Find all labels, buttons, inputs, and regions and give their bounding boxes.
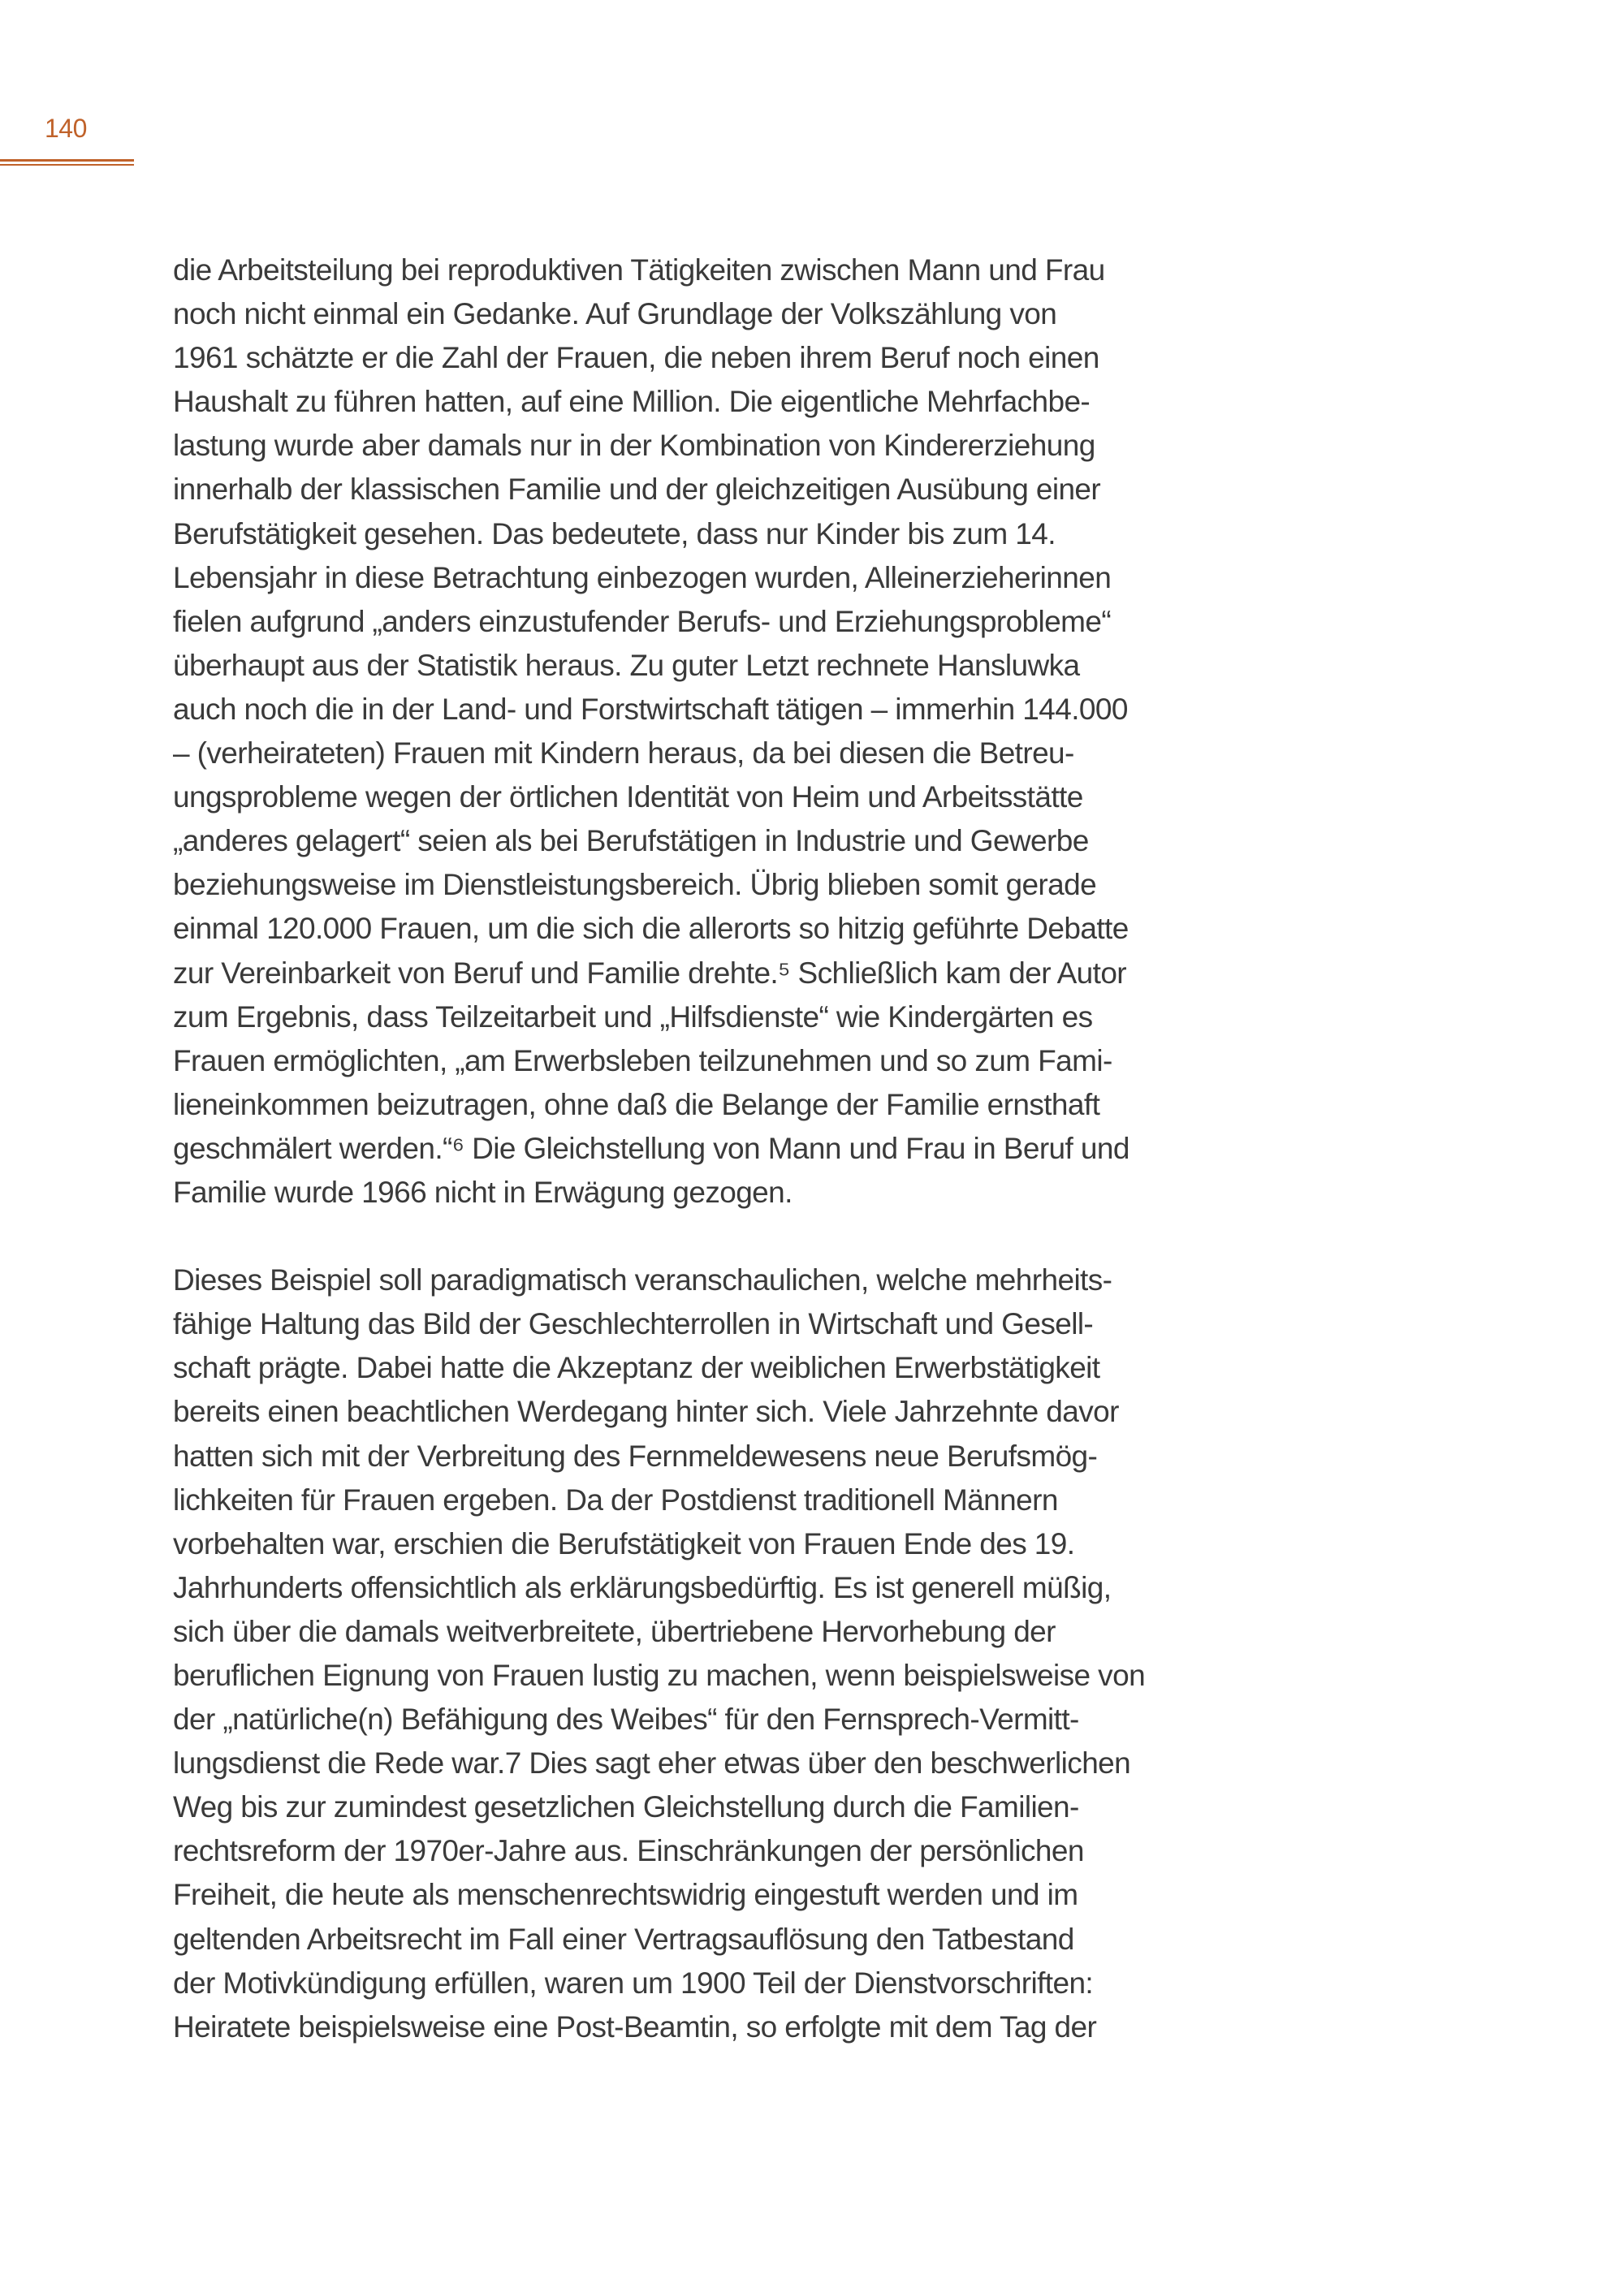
text-line: Berufstätigkeit gesehen. Das bedeutete, dass nur Kinder bis zum 14. [173,516,1056,550]
body-text [173,248,1310,2093]
text-line: lungsdienst die Rede war.7 Dies sagt eher etwas über den beschwerlichen [173,1746,1131,1781]
text-line: vorbehalten war, erschien die Berufstätigkeit von Frauen Ende des 19. [173,1526,1075,1560]
text-line: Frauen ermöglichten, „am Erwerbsleben teilzunehmen und so zum Fami- [173,1043,1112,1077]
text-line: zum Ergebnis, dass Teilzeitarbeit und „Hilfsdienste“ wie Kindergärten es [173,999,1093,1034]
text-line: der Motivkündigung erfüllen, waren um 1900 Teil der Dienstvorschriften: [173,1966,1094,2000]
text-line: lieneinkommen beizutragen, ohne daß die Belange der Familie ernsthaft [173,1087,1100,1121]
text-line: Heiratete beispielsweise eine Post-Beamtin, so erfolgte mit dem Tag der [173,2009,1097,2044]
text-line: 1961 schätzte er die Zahl der Frauen, die neben ihrem Beruf noch einen [173,341,1099,375]
text-line: geschmälert werden.“⁶ Die Gleichstellung von Mann und Frau in Beruf und [173,1131,1129,1165]
text-line: sich über die damals weitverbreitete, übertriebene Hervorhebung der [173,1614,1056,1648]
text-line: Familie wurde 1966 nicht in Erwägung gezogen. [173,1175,793,1209]
header-rule [0,159,134,162]
text-line: fielen aufgrund „anders einzustufender Berufs- und Erziehungsprobleme“ [173,604,1112,638]
text-line: ungsprobleme wegen der örtlichen Identität von Heim und Arbeitsstätte [173,780,1083,814]
text-line: Weg bis zur zumindest gesetzlichen Gleichstellung durch die Familien- [173,1790,1079,1824]
paragraph [173,1258,1310,2049]
text-line: bereits einen beachtlichen Werdegang hinter sich. Viele Jahrzehnte davor [173,1395,1119,1429]
text-line: fähige Haltung das Bild der Geschlechterrollen in Wirtschaft und Gesell- [173,1307,1094,1341]
text-line: Freiheit, die heute als menschenrechtswidrig eingestuft werden und im [173,1878,1078,1912]
text-line: lastung wurde aber damals nur in der Kombination von Kindererziehung [173,429,1095,463]
text-line: die Arbeitsteilung bei reproduktiven Tätigkeiten zwischen Mann und Frau [173,253,1105,287]
text-line: noch nicht einmal ein Gedanke. Auf Grundlage der Volkszählung von [173,297,1057,331]
text-line: der „natürliche(n) Befähigung des Weibes“ für den Fernsprech-Vermitt- [173,1703,1079,1737]
text-line: beziehungsweise im Dienstleistungsbereich. Übrig blieben somit gerade [173,868,1097,902]
header-rule-secondary [0,164,134,166]
text-line: innerhalb der klassischen Familie und der gleichzeitigen Ausübung einer [173,473,1101,507]
text-line: Dieses Beispiel soll paradigmatisch veranschaulichen, welche mehrheits- [173,1263,1112,1297]
text-line: Jahrhunderts offensichtlich als erklärungsbedürftig. Es ist generell müßig, [173,1570,1112,1604]
text-line: lichkeiten für Frauen ergeben. Da der Postdienst traditionell Männern [173,1483,1058,1517]
text-line: überhaupt aus der Statistik heraus. Zu guter Letzt rechnete Hansluwka [173,648,1080,682]
text-line: – (verheirateten) Frauen mit Kindern heraus, da bei diesen die Betreu- [173,736,1074,770]
page-number: 140 [45,114,87,143]
text-line: beruflichen Eignung von Frauen lustig zu machen, wenn beispielsweise von [173,1659,1146,1692]
text-line: rechtsreform der 1970er-Jahre aus. Einschränkungen der persönlichen [173,1834,1084,1868]
text-line: einmal 120.000 Frauen, um die sich die allerorts so hitzig geführte Debatte [173,912,1129,946]
text-line: hatten sich mit der Verbreitung des Fernmeldewesens neue Berufsmög- [173,1439,1098,1473]
text-line: „anderes gelagert“ seien als bei Berufstätigen in Industrie und Gewerbe [173,824,1089,858]
text-line: schaft prägte. Dabei hatte die Akzeptanz der weiblichen Erwerbstätigkeit [173,1351,1100,1385]
text-line: auch noch die in der Land- und Forstwirtschaft tätigen – immerhin 144.000 [173,692,1128,726]
text-line: zur Vereinbarkeit von Beruf und Familie drehte.⁵ Schließlich kam der Autor [173,956,1127,990]
text-line: Haushalt zu führen hatten, auf eine Million. Die eigentliche Mehrfachbe- [173,385,1091,419]
text-line: geltenden Arbeitsrecht im Fall einer Vertragsauflösung den Tatbestand [173,1922,1074,1956]
text-line: Lebensjahr in diese Betrachtung einbezogen wurden, Alleinerzieherinnen [173,560,1112,594]
paragraph [173,248,1310,1215]
